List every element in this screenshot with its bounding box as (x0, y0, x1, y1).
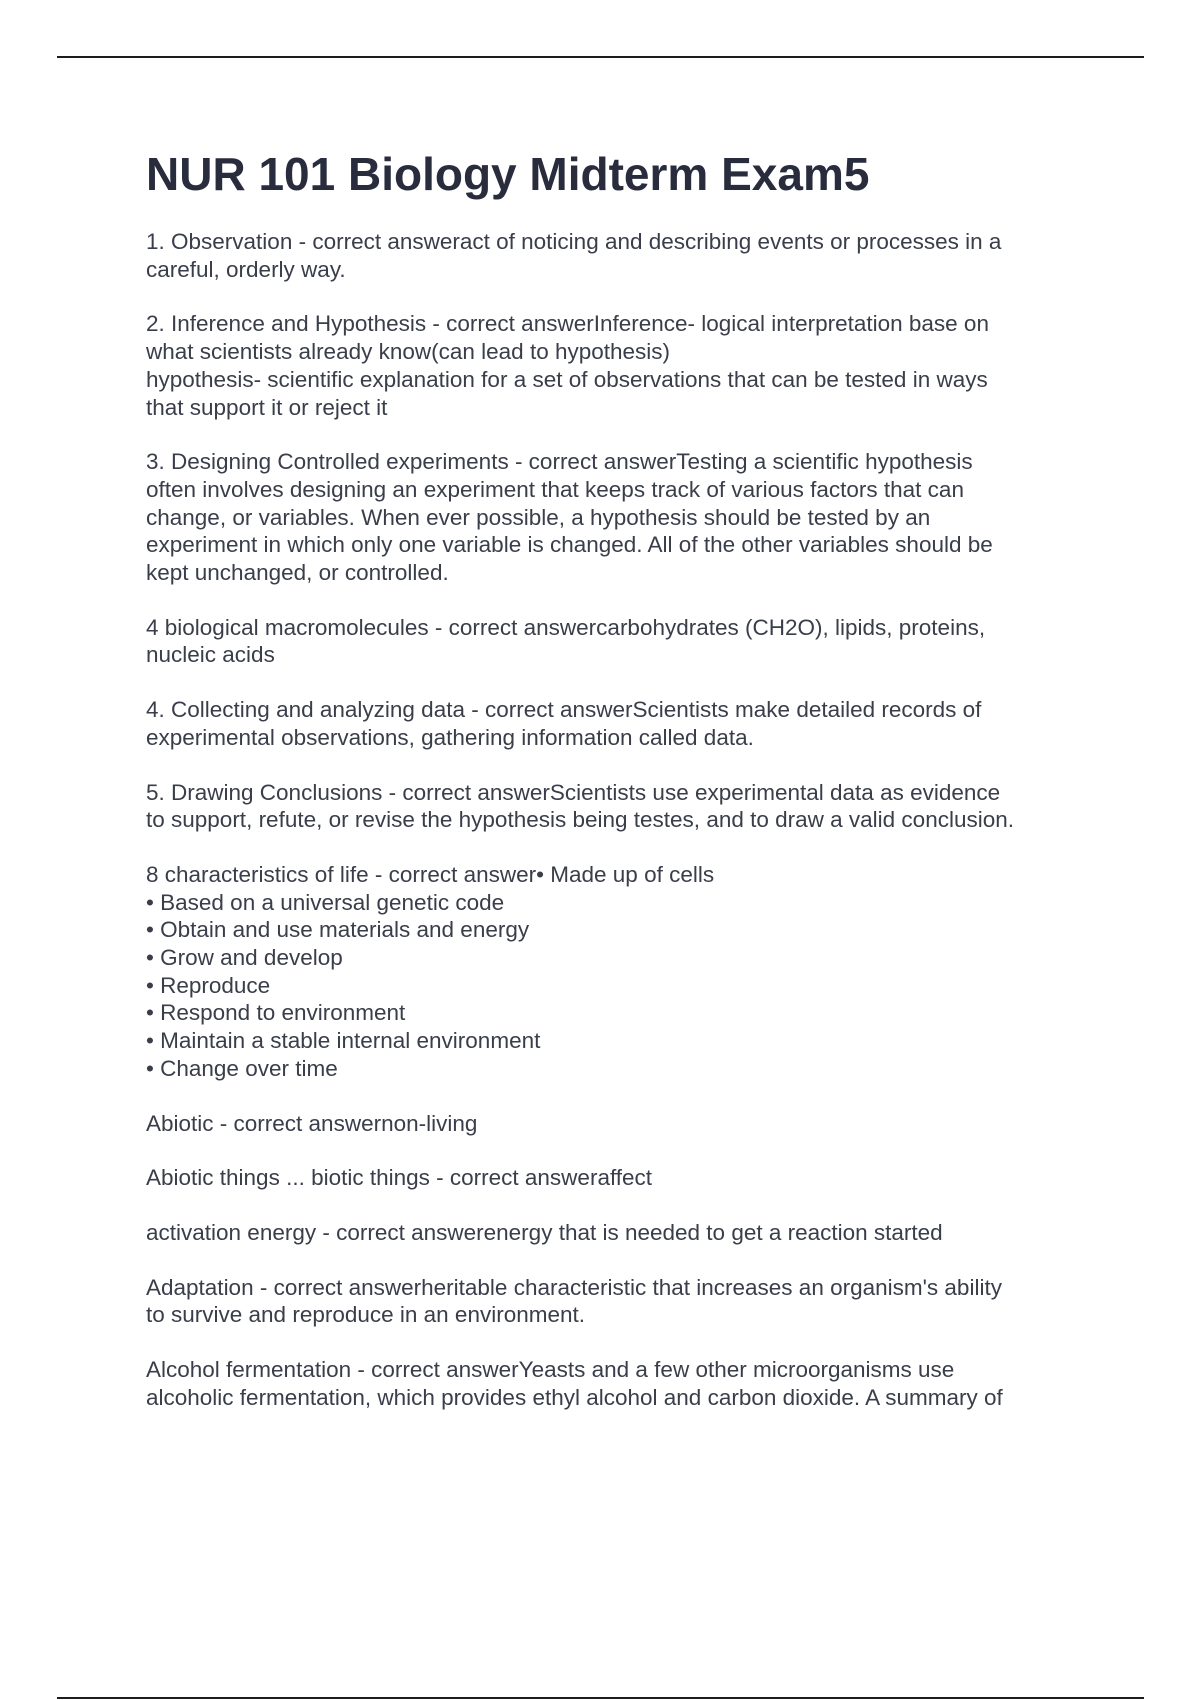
entry-observation: 1. Observation - correct answeract of noticing and describing events or processes in a careful, orderly way. (146, 229, 1002, 282)
entry-abiotic-biotic: Abiotic things ... biotic things - correct answeraffect (146, 1165, 653, 1191)
footer-rule (57, 1697, 1144, 1699)
entry-drawing-conclusions: 5. Drawing Conclusions - correct answerScientists use experimental data as evidence to support, refute, or revise the hypothesis being testes, and to draw a valid conclusion. (146, 779, 1014, 833)
entry-macromolecules: 4 biological macromolecules - correct answercarbohydrates (CH2O), lipids, proteins, nucleic acids (146, 614, 986, 668)
entry-collecting-data: 4. Collecting and analyzing data - correct answerScientists make detailed records of experimental observations, gathering information called data. (146, 697, 982, 750)
entry-controlled-experiments: 3. Designing Controlled experiments - correct answerTesting a scientific hypothesis often involves designing an experiment that keeps track of various factors that can change, or variables. When ever possible, a hypothesis should be tested by an experiment in which only one variable is changed. All of the other variables should be kept unchanged, or controlled. (146, 449, 993, 586)
document-body (146, 142, 1086, 1439)
entry-inference-hypothesis: 2. Inference and Hypothesis - correct answerInference- logical interpretation base on what scientists already know(can lead to hypothesis) hypothesis- scientific explanation for a set of observations that can be tested in ways that support it or reject it (146, 311, 989, 420)
entry-activation-energy: activation energy - correct answerenergy that is needed to get a reaction started (146, 1219, 943, 1245)
entry-characteristics-of-life: 8 characteristics of life - correct answer• Made up of cells • Based on a universal genetic code • Obtain and use materials and energy • Grow and develop • Reproduce • Respond to environment • Maintain a stable internal environment • Change over time (146, 861, 715, 1081)
entry-abiotic: Abiotic - correct answernon-living (146, 1110, 478, 1136)
entry-adaptation: Adaptation - correct answerheritable characteristic that increases an organism's ability to survive and reproduce in an environment. (146, 1274, 1002, 1328)
entry-alcohol-fermentation: Alcohol fermentation - correct answerYeasts and a few other microorganisms use alcoholic fermentation, which provides ethyl alcohol and carbon dioxide. A summary of (146, 1357, 1003, 1410)
page-title: NUR 101 Biology Midterm Exam5 (146, 148, 870, 200)
header-rule (57, 56, 1144, 58)
